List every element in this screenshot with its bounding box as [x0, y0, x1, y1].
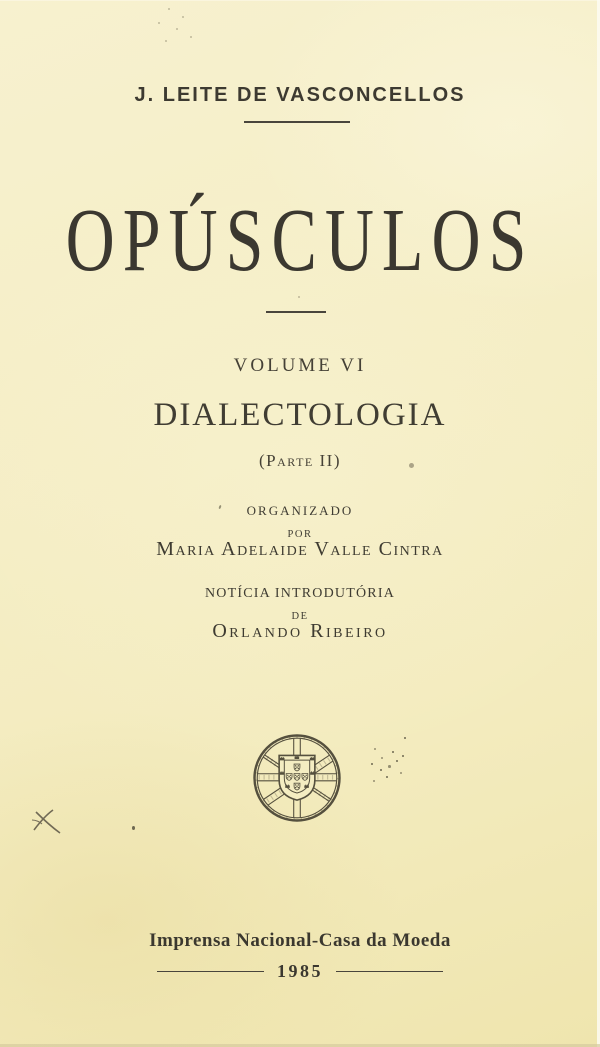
author-divider-rule	[244, 121, 350, 123]
page-top-edge	[0, 0, 600, 1]
organizer-name: Maria Adelaide Valle Cintra	[156, 538, 444, 560]
armillary-sphere-coat-of-arms-icon	[250, 731, 344, 825]
title-divider-rule	[266, 311, 326, 313]
intro-author-name: Orlando Ribeiro	[212, 620, 388, 642]
ink-speck	[388, 765, 391, 768]
ink-speck	[132, 826, 135, 830]
ink-speck	[381, 757, 383, 759]
publication-year: 1985	[277, 961, 323, 981]
year-right-rule	[336, 971, 443, 973]
intro-by-label: DE	[291, 611, 309, 622]
volume-label: VOLUME VI	[233, 355, 367, 376]
organized-by-label: POR	[287, 529, 313, 540]
subtitle: DIALECTOLOGIA	[153, 397, 447, 433]
ink-speck	[380, 769, 382, 771]
year-left-rule	[157, 971, 264, 973]
ink-speck	[404, 737, 406, 739]
introductory-note-label: NOTÍCIA INTRODUTÓRIA	[204, 586, 396, 601]
ink-speck	[182, 16, 184, 18]
ink-speck	[190, 36, 192, 38]
year-line	[0, 961, 600, 982]
organized-label: ORGANIZADO	[246, 503, 354, 518]
ink-speck	[176, 28, 178, 30]
ink-speck	[298, 296, 300, 298]
ink-speck	[400, 772, 402, 774]
ink-speck	[409, 463, 414, 468]
pencil-scribble-mark	[30, 808, 64, 836]
ink-speck	[165, 40, 167, 42]
ink-speck	[392, 751, 394, 753]
publisher-name: Imprensa Nacional-Casa da Moeda	[149, 930, 451, 951]
ink-speck	[402, 755, 404, 757]
ink-speck	[374, 748, 376, 750]
ink-speck	[168, 8, 170, 10]
ink-speck	[386, 776, 388, 778]
ink-speck	[396, 760, 398, 762]
ink-speck	[371, 763, 373, 765]
part-label: (Parte II)	[259, 451, 341, 470]
book-title: OPÚSCULOS	[65, 189, 535, 290]
author-name: J. LEITE DE VASCONCELLOS	[134, 84, 466, 106]
ink-speck	[158, 22, 160, 24]
ink-speck	[373, 780, 375, 782]
